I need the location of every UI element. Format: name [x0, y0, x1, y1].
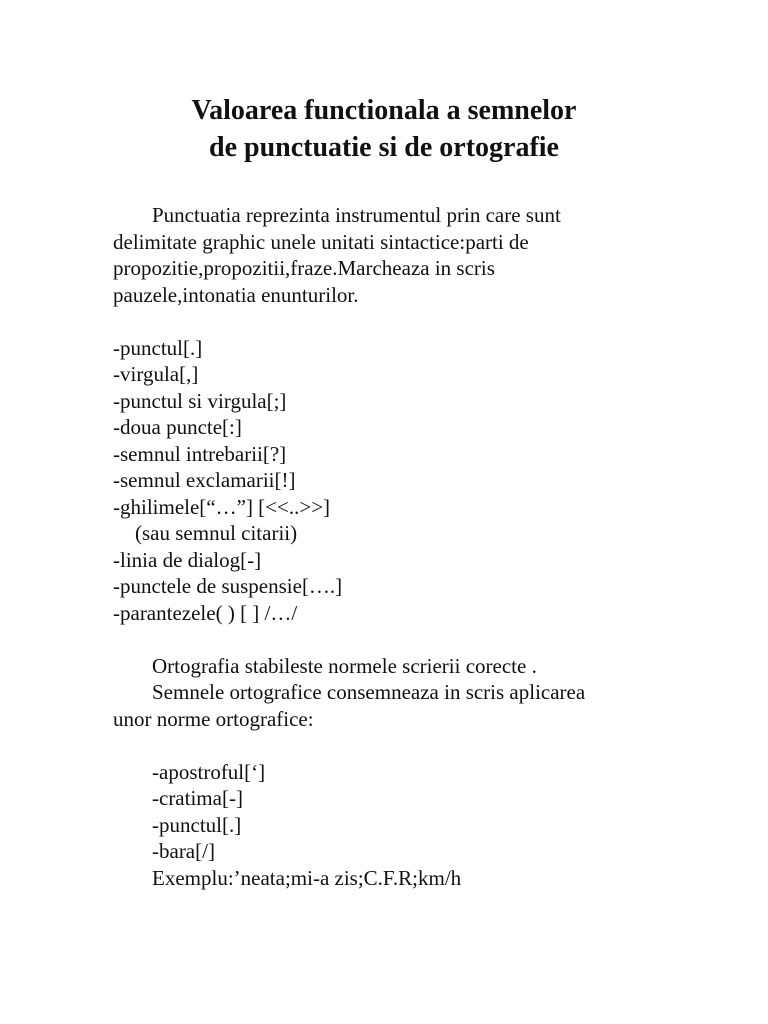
document-body [113, 202, 673, 891]
orthography-line: Ortografia stabileste normele scrierii corecte . [152, 653, 537, 678]
intro-line: delimitate graphic unele unitati sintactice:parti de [113, 229, 529, 254]
punctuation-item: -semnul exclamarii[!] [113, 468, 296, 492]
document-title [0, 92, 768, 166]
intro-line: propozitie,propozitii,fraze.Marcheaza in scris [113, 256, 495, 280]
punctuation-item: -parantezele( ) [ ] /…/ [113, 600, 298, 625]
intro-line: Punctuatia reprezinta instrumentul prin care sunt [152, 203, 561, 227]
punctuation-item: -punctele de suspensie[….] [113, 574, 343, 598]
paragraph-gap [113, 732, 673, 759]
punctuation-item: -virgula[,] [113, 362, 199, 386]
punctuation-note: (sau semnul citarii) [135, 521, 298, 545]
paragraph-gap [113, 626, 673, 653]
intro-line: pauzele,intonatia enunturilor. [113, 282, 359, 307]
paragraph-gap [113, 308, 673, 335]
title-line-2: de punctuatie si de ortografie [209, 132, 559, 163]
orthography-item: -punctul[.] [152, 812, 242, 837]
orthography-item: -apostroful[‘] [152, 759, 266, 784]
title-line-1: Valoarea functionala a semnelor [191, 95, 577, 126]
punctuation-item: -ghilimele[“…”] [<<..>>] [113, 494, 331, 519]
orthography-item: -bara[/] [152, 839, 215, 863]
example-line: Exemplu:’neata;mi-a zis;C.F.R;km/h [152, 865, 462, 890]
orthography-line: Semnele ortografice consemneaza in scris aplicarea [152, 680, 586, 704]
punctuation-item: -punctul[.] [113, 335, 203, 360]
punctuation-item: -doua puncte[:] [113, 415, 242, 439]
punctuation-item: -semnul intrebarii[?] [113, 441, 287, 466]
punctuation-item: -linia de dialog[-] [113, 547, 262, 572]
punctuation-item: -punctul si virgula[;] [113, 388, 287, 413]
orthography-item: -cratima[-] [152, 786, 243, 810]
orthography-line: unor norme ortografice: [113, 706, 314, 731]
